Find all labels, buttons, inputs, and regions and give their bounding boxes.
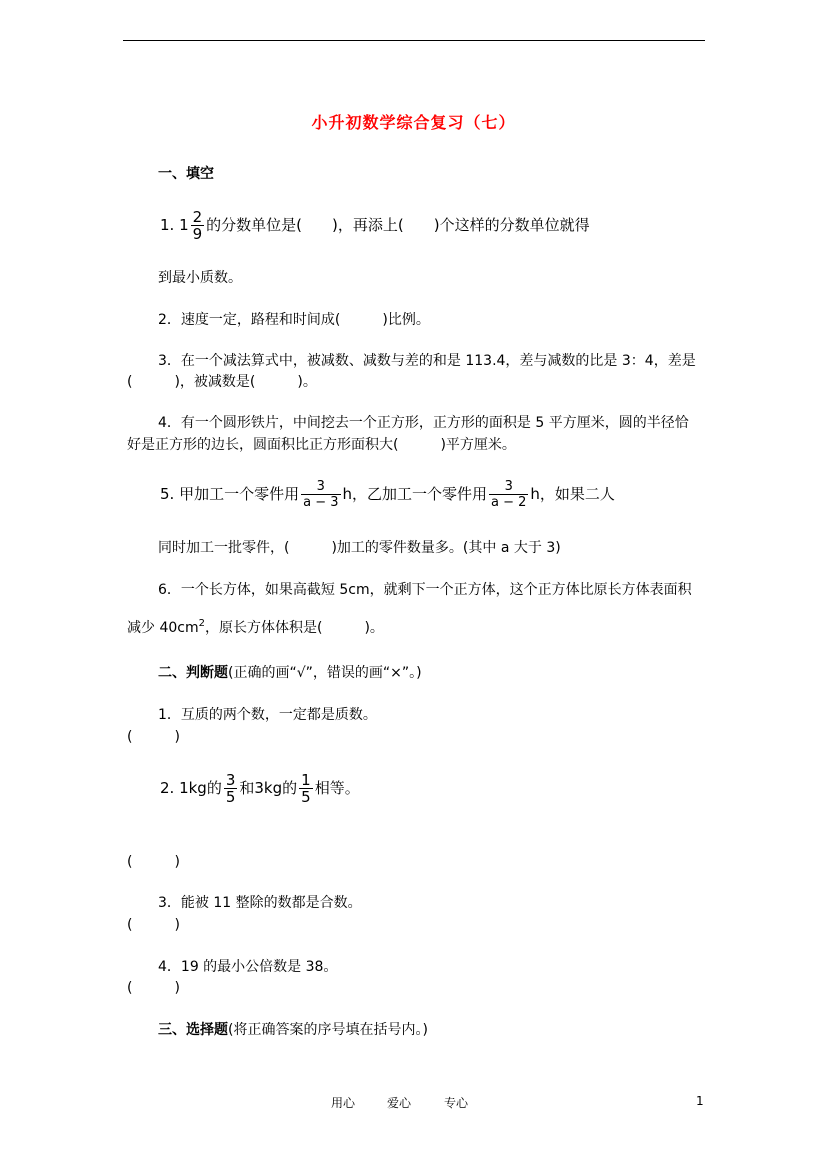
q6-line1: 6．一个长方体，如果高截短 5cm，就剩下一个正方体，这个正方体比原长方体表面积 [158,582,692,598]
s2-q2-fraction-2 [299,772,313,805]
section3-heading: 三、选择题 [158,1022,228,1038]
q5-f2-den: a − 2 [491,495,527,510]
section2-heading: 二、判断题 [158,665,228,681]
q5-line1 [160,474,615,514]
section3-note: (将正确答案的序号填在括号内。) [228,1022,428,1038]
q5-f1-den: a − 3 [303,495,339,510]
q1-fraction [191,209,205,242]
q5-suffix: h，如果二人 [530,485,615,503]
page-number: 1 [696,1094,704,1108]
q4-line1: 4．有一个圆形铁片，中间挖去一个正方形，正方形的面积是 5 平方厘米，圆的半径恰 [158,415,689,431]
s2-q2-prefix: 2. 1kg的 [160,779,222,797]
q5-f2-num: 3 [504,479,513,494]
q5-line2: 同时加工一批零件，( )加工的零件数量多。(其中 a 大于 3) [158,540,561,556]
q1-frac-num: 2 [192,208,203,226]
s2-q1-blank: ( ) [127,729,180,745]
s2-q2-blank: ( ) [127,854,180,870]
s2-q1: 1．互质的两个数，一定都是质数。 [158,707,377,723]
section1-heading: 一、填空 [158,166,214,182]
q1-frac-den: 9 [192,225,203,243]
section2-heading-line [158,664,422,682]
q1-line1 [160,205,590,245]
footer-item-2: 爱心 [387,1096,412,1110]
q3-line2: ( )，被减数是( )。 [127,374,317,390]
q6-line2-a: 减少 40cm [127,620,199,636]
s2-q2-f2-den: 5 [301,788,311,806]
s2-q4: 4．19 的最小公倍数是 38。 [158,959,338,975]
s2-q4-blank: ( ) [127,980,180,996]
q5-mid: h，乙加工一个零件用 [342,485,488,503]
q2: 2．速度一定，路程和时间成( )比例。 [158,312,430,328]
header-rule [123,40,705,41]
q5-fraction-2 [489,479,528,510]
q6-line2 [127,615,384,637]
q3-line1: 3．在一个减法算式中，被减数、减数与差的和是 113.4，差与减数的比是 3：4，差是 [158,353,696,369]
s2-q2-suffix: 相等。 [314,779,360,797]
q1-rest: 的分数单位是( )，再添上( )个这样的分数单位就得 [206,216,590,234]
q5-prefix: 5. 甲加工一个零件用 [160,485,300,503]
s2-q3: 3．能被 11 整除的数都是合数。 [158,895,362,911]
s2-q2 [160,766,360,810]
s2-q2-fraction-1 [224,772,238,805]
q1-line2: 到最小质数。 [158,270,242,286]
footer-item-3: 专心 [444,1096,469,1110]
q6-line2-b: ，原长方体体积是( )。 [204,620,384,636]
q6-superscript: 2 [198,618,205,629]
q4-line2: 好是正方形的边长，圆面积比正方形面积大( )平方厘米。 [127,437,516,453]
s2-q2-f1-num: 3 [225,771,236,789]
s2-q2-mid: 和3kg的 [239,779,298,797]
s2-q3-blank: ( ) [127,917,180,933]
q5-f1-num: 3 [316,479,325,494]
q1-prefix: 1. 1 [160,216,189,234]
q5-fraction-1 [301,479,340,510]
section3-heading-line [158,1021,428,1039]
s2-q2-f1-den: 5 [225,788,236,806]
section2-note: (正确的画“√”，错误的画“×”。) [228,665,422,681]
footer-item-1: 用心 [331,1096,356,1110]
s2-q2-f2-num: 1 [301,771,311,789]
page-title: 小升初数学综合复习（七） [311,113,516,132]
